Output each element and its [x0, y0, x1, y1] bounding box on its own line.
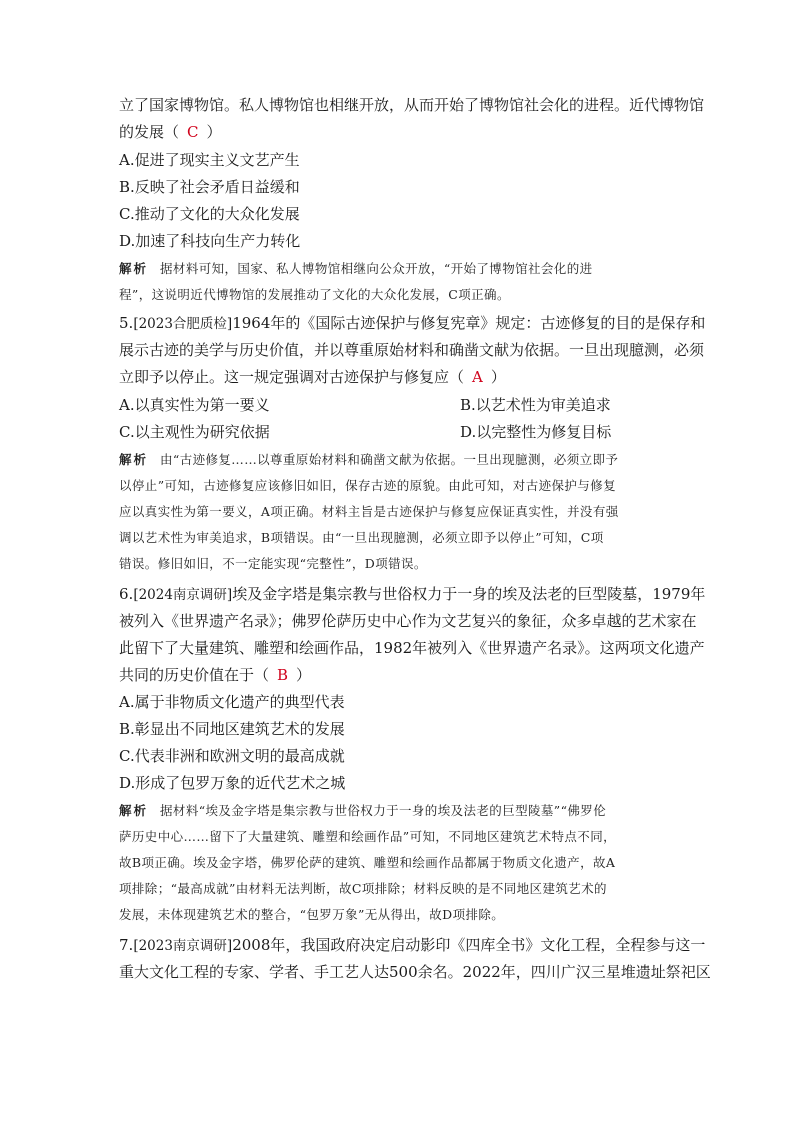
- q4-explanation-line-1: 解析 据材料可知，国家、私人博物馆相继向公众开放，“开始了博物馆社会化的进: [119, 261, 593, 276]
- q5-explanation-line-2: 以停止”可知，古迹修复应该修旧如旧，保存古迹的原貌。由此可知，对古迹保护与修复: [119, 478, 616, 493]
- q5-answer: A: [472, 368, 483, 386]
- explanation-label: 解析: [119, 803, 149, 818]
- q7-source: [2023南京调研]: [133, 938, 233, 954]
- q5-stem-line-2: 展示古迹的美学与历史价值，并以尊重原始材料和确凿文献为依据。一旦出现臆测，必须: [119, 341, 705, 359]
- q6-option-c: C.代表非洲和欧洲文明的最高成就: [119, 747, 345, 765]
- q4-answer: C: [187, 123, 199, 141]
- q5-option-d: D.以完整性为修复目标: [460, 423, 612, 441]
- q4-explanation-line-2: 程”，这说明近代博物馆的发展推动了文化的大众化发展，C项正确。: [119, 287, 510, 302]
- q5-source: [2023合肥质检]: [133, 316, 233, 332]
- q5-option-b: B.以艺术性为审美追求: [460, 396, 611, 414]
- q5-option-c: C.以主观性为研究依据: [119, 423, 270, 441]
- q5-stem-line-1: 5.[2023合肥质检]1964年的《国际古迹保护与修复宪章》规定：古迹修复的目的是保存和: [119, 314, 706, 332]
- q6-stem-line-4: 共同的历史价值在于（ B ）: [119, 666, 312, 684]
- q6-stem-line-1: 6.[2024南京调研]埃及金字塔是集宗教与世俗权力于一身的埃及法老的巨型陵墓，1979年: [119, 585, 706, 603]
- q6-option-b: B.彰显出不同地区建筑艺术的发展: [119, 720, 345, 738]
- q6-option-d: D.形成了包罗万象的近代艺术之城: [119, 774, 346, 792]
- q5-option-a: A.以真实性为第一要义: [119, 396, 270, 414]
- q6-stem-line-3: 此留下了大量建筑、雕塑和绘画作品，1982年被列入《世界遗产名录》。这两项文化遗产: [119, 639, 705, 657]
- q6-explanation-line-5: 发展，未体现建筑艺术的整合，“包罗万象”无从得出，故D项排除。: [119, 907, 505, 922]
- q6-explanation-line-4: 项排除；“最高成就”由材料无法判断，故C项排除；材料反映的是不同地区建筑艺术的: [119, 881, 607, 896]
- q4-option-d: D.加速了科技向生产力转化: [119, 232, 301, 250]
- q5-explanation-line-3: 应以真实性为第一要义，A项正确。材料主旨是古迹保护与修复应保证真实性，并没有强: [119, 504, 619, 519]
- q5-explanation-line-1: 解析 由“古迹修复……以尊重原始材料和确凿文献为依据。一旦出现臆测，必须立即予: [119, 452, 619, 467]
- q7-stem-line-1: 7.[2023南京调研]2008年，我国政府决定启动影印《四库全书》文化工程，全程参与这一: [119, 936, 706, 954]
- q5-explanation-line-4: 调以艺术性为审美追求，B项错误。由“一旦出现臆测，必须立即予以停止”可知，C项: [119, 530, 604, 545]
- q6-explanation-line-2: 萨历史中心……留下了大量建筑、雕塑和绘画作品”可知，不同地区建筑艺术特点不同，: [119, 829, 616, 844]
- q4-stem-line-2: 的发展（ C ）: [119, 123, 222, 141]
- q6-source: [2024南京调研]: [133, 587, 233, 603]
- q5-stem-line-3: 立即予以停止。这一规定强调对古迹保护与修复应（ A ）: [119, 368, 506, 386]
- q4-option-a: A.促进了现实主义文艺产生: [119, 151, 300, 169]
- q5-explanation-line-5: 错误。修旧如旧，不一定能实现“完整性”，D项错误。: [119, 556, 427, 571]
- q6-explanation-line-1: 解析 据材料“埃及金字塔是集宗教与世俗权力于一身的埃及法老的巨型陵墓”“佛罗伦: [119, 803, 607, 818]
- q5-option-row-2: [119, 422, 612, 442]
- q7-stem-line-2: 重大文化工程的专家、学者、手工艺人达500余名。2022年，四川广汉三星堆遗址祭祀区: [119, 963, 711, 981]
- q6-explanation-line-3: 故B项正确。埃及金字塔，佛罗伦萨的建筑、雕塑和绘画作品都属于物质文化遗产，故A: [119, 855, 616, 870]
- explanation-label: 解析: [119, 261, 149, 276]
- q6-answer: B: [277, 666, 289, 684]
- explanation-label: 解析: [119, 452, 149, 467]
- q6-stem-line-2: 被列入《世界遗产名录》；佛罗伦萨历史中心作为文艺复兴的象征，众多卓越的艺术家在: [119, 612, 697, 630]
- q5-option-row-1: [119, 395, 611, 415]
- q4-stem-line-1: 立了国家博物馆。私人博物馆也相继开放，从而开始了博物馆社会化的进程。近代博物馆: [119, 96, 705, 114]
- q6-option-a: A.属于非物质文化遗产的典型代表: [119, 693, 345, 711]
- q4-option-b: B.反映了社会矛盾日益缓和: [119, 178, 300, 196]
- q4-option-c: C.推动了文化的大众化发展: [119, 205, 300, 223]
